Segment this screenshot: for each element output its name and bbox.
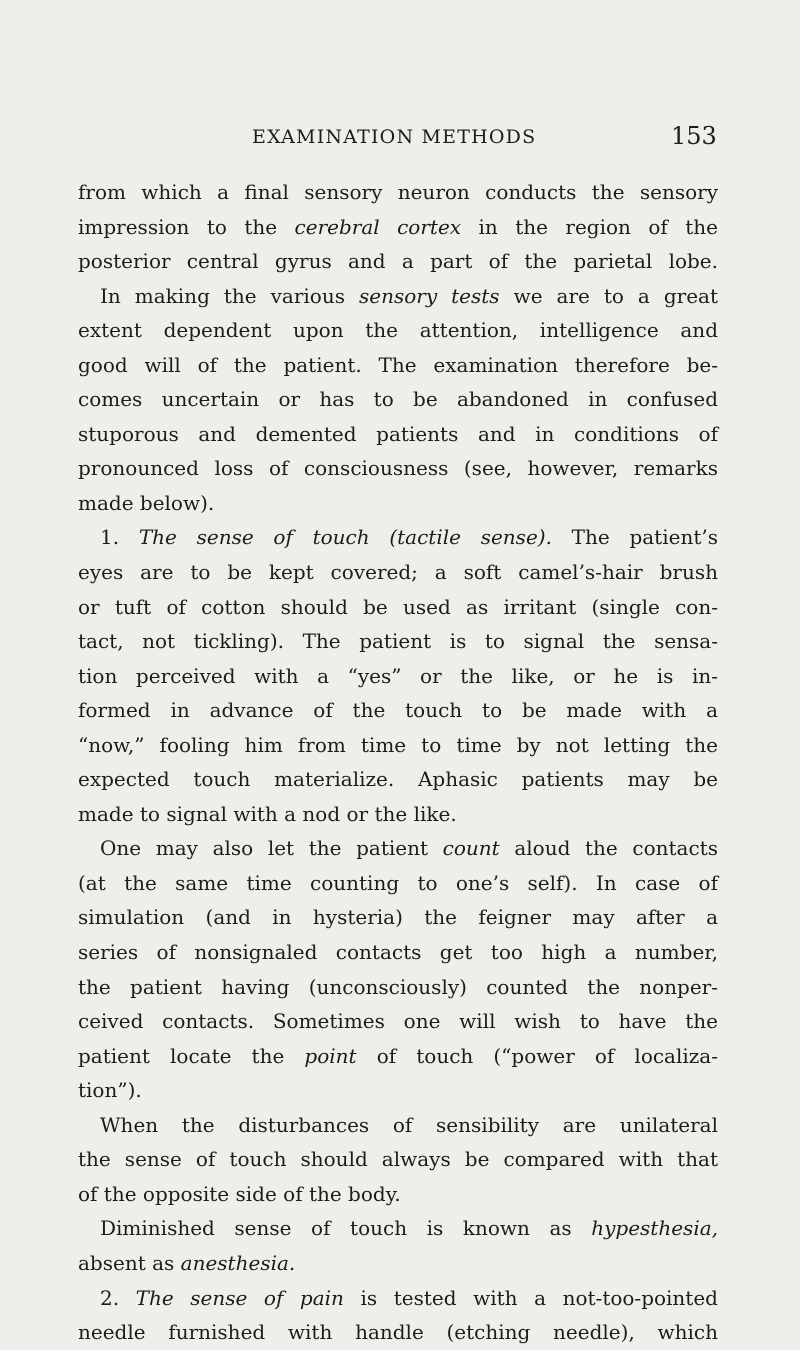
text-line [78, 1142, 718, 1177]
page-number: 153 [671, 122, 717, 150]
text-line [78, 313, 718, 348]
text-line [78, 1315, 718, 1350]
text-segment: needle furnished with handle (etching needle), which [78, 1320, 718, 1345]
text-line [78, 728, 718, 763]
text-line [78, 1177, 718, 1212]
text-line [78, 1039, 718, 1074]
italic-phrase: cerebral cortex [294, 214, 462, 239]
italic-phrase: sensory tests [358, 283, 500, 308]
text-line [78, 348, 718, 383]
running-title: EXAMINATION METHODS [252, 126, 537, 148]
italic-phrase: anesthesia. [180, 1250, 296, 1275]
italic-phrase: hypesthesia, [591, 1216, 718, 1241]
text-line [78, 1004, 718, 1039]
text-line [78, 1211, 718, 1246]
text-segment: the sense of touch should always be compared with that [78, 1147, 718, 1172]
text-segment: of touch (“power of localiza- [356, 1043, 718, 1068]
text-segment: (at the same time counting to one’s self). In case of [78, 870, 718, 895]
text-segment: the patient having (unconsciously) counted the nonper- [78, 974, 718, 999]
running-head [0, 122, 800, 156]
text-line [78, 175, 718, 210]
text-segment: 1. [100, 525, 139, 550]
text-segment: made to signal with a nod or the like. [78, 801, 457, 826]
text-line [78, 382, 718, 417]
text-line [78, 210, 718, 245]
italic-phrase: point [304, 1043, 357, 1068]
text-segment: is tested with a not-too-pointed [343, 1285, 718, 1310]
text-segment: expected touch materialize. Aphasic patients may be [78, 767, 718, 792]
text-line [78, 659, 718, 694]
text-line [78, 555, 718, 590]
text-segment: in the region of the [461, 214, 718, 239]
text-segment: “now,” fooling him from time to time by not letting the [78, 732, 718, 757]
text-line [78, 279, 718, 314]
text-line [78, 451, 718, 486]
text-segment: aloud the contacts [499, 836, 718, 861]
text-segment: tion perceived with a “yes” or the like, or he is in- [78, 663, 718, 688]
text-segment: comes uncertain or has to be abandoned in confused [78, 387, 718, 412]
text-line [78, 486, 718, 521]
italic-phrase: The sense of pain [135, 1285, 344, 1310]
text-line [78, 831, 718, 866]
text-line [78, 797, 718, 832]
text-segment: eyes are to be kept covered; a soft camel’s-hair brush [78, 560, 718, 585]
text-line [78, 935, 718, 970]
text-segment: good will of the patient. The examination therefore be- [78, 352, 718, 377]
text-line [78, 1246, 718, 1281]
text-line [78, 693, 718, 728]
text-segment: of the opposite side of the body. [78, 1181, 401, 1206]
text-segment: made below). [78, 490, 215, 515]
text-line [78, 900, 718, 935]
text-segment: posterior central gyrus and a part of the parietal lobe. [78, 249, 718, 274]
text-segment: tact, not tickling). The patient is to signal the sensa- [78, 629, 718, 654]
text-segment: or tuft of cotton should be used as irritant (single con- [78, 594, 718, 619]
text-segment: from which a final sensory neuron conducts the sensory [78, 180, 718, 204]
body-text [78, 175, 718, 1350]
text-segment: impression to the [78, 214, 295, 239]
text-segment: patient locate the [78, 1043, 305, 1068]
text-segment: 2. [100, 1285, 136, 1310]
text-segment: One may also let the patient [100, 836, 443, 861]
text-segment: we are to a great [499, 283, 718, 308]
text-line [78, 624, 718, 659]
text-line [78, 590, 718, 625]
italic-phrase: count [442, 836, 500, 861]
text-segment: absent as [78, 1250, 181, 1275]
text-segment: stuporous and demented patients and in conditions of [78, 421, 718, 446]
text-segment: extent dependent upon the attention, intelligence and [78, 318, 718, 343]
text-segment: Diminished sense of touch is known as [100, 1216, 592, 1241]
text-line [78, 520, 718, 555]
text-segment: simulation (and in hysteria) the feigner may after a [78, 905, 718, 930]
text-segment: formed in advance of the touch to be made with a [78, 698, 718, 723]
text-line [78, 866, 718, 901]
text-segment: The patient’s [551, 525, 718, 550]
text-line [78, 762, 718, 797]
text-line [78, 417, 718, 452]
text-segment: ceived contacts. Sometimes one will wish to have the [78, 1009, 718, 1034]
text-segment: In making the various [100, 283, 359, 308]
text-line [78, 970, 718, 1005]
italic-phrase: The sense of touch (tactile sense). [138, 525, 552, 550]
text-line [78, 1108, 718, 1143]
text-line [78, 244, 718, 279]
text-line [78, 1281, 718, 1316]
text-segment: tion”). [78, 1078, 142, 1103]
text-segment: When the disturbances of sensibility are unilateral [100, 1112, 718, 1137]
text-segment: pronounced loss of consciousness (see, however, remarks [78, 456, 718, 481]
text-segment: series of nonsignaled contacts get too high a number, [78, 940, 718, 965]
text-line [78, 1073, 718, 1108]
